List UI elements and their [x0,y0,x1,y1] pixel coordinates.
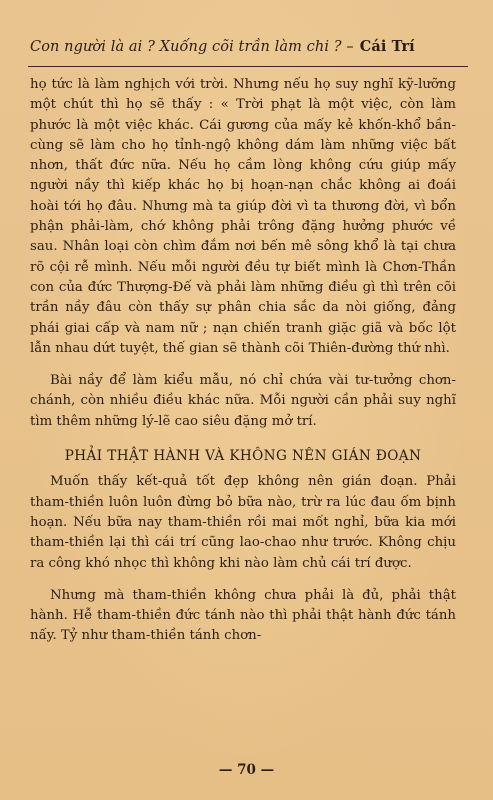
paragraph-1: họ tức là làm nghịch với trời. Nhưng nếu họ suy nghĩ kỹ-lưỡng một chút thì họ sẽ thấy : « Trời phạt là một việc, còn làm phước là một việc khác. Cái gương của mấy kẻ khốn-khổ bần-cùng sẽ làm cho họ tỉnh-ngộ không dám làm những việc bất nhơn, thất đức nữa. Nếu họ cầm lòng không cứu giúp mấy người nầy thì kiếp khác họ bị hoạn-nạn chắc không ai đoái hoài tới họ đâu. Nhưng mà ta giúp đời vì ta thương đời, vì bổn phận phải-làm, chớ không phải trông đặng hưởng phước về sau. Nhân loại còn chìm đắm nơi bến mê sông khổ là tại chưa rõ cội rễ mình. Nếu mỗi người đều tự biết mình là Chơn-Thần con của đức Thượng-Đế và phải làm những điều gì thì trên cõi trần nầy đâu còn thấy sự phân chia sắc da nòi giống, đảng phái giai cấp và nam nữ ; nạn chiến tranh giặc giã và bốc lột lẫn nhau dứt tuyệt, thế gian sẽ thành cõi Thiên-đường thứ nhì. [30,77,456,356]
body-text [30,75,456,647]
header-line [30,38,415,55]
header-title: Con người là ai ? Xuống cõi trần làm chi ? – [30,39,354,55]
header-author: Cái Trí [359,38,415,55]
page-number: — 70 — [218,762,275,778]
header-rule [28,66,468,67]
running-header [0,28,493,64]
section-title: PHẢI THẬT HÀNH VÀ KHÔNG NÊN GIÁN ĐOẠN [64,448,422,465]
paragraph-2: Bài nầy để làm kiểu mẫu, nó chỉ chứa vài tư-tưởng chơn-chánh, còn nhiều điều khác nữa. Mỗi người cần phải suy nghĩ tìm thêm những lý-lẽ cao siêu đặng mở trí. [30,373,456,429]
paragraph-3: Muốn thấy kết-quả tốt đẹp không nên gián đoạn. Phải tham-thiền luôn luôn đừng bỏ bữa nào, trừ ra lúc đau ốm bịnh hoạn. Nếu bữa nay tham-thiền rồi mai mốt nghỉ, bữa kia mới tham-thiền lại thì cái trí cũng lao-chao như trước. Không chịu ra công khó nhọc thì không khi nào làm chủ cái trí được. [30,474,456,571]
paragraph-4: Nhưng mà tham-thiền không chưa phải là đủ, phải thật hành. Hễ tham-thiền đức tánh nào thì phải thật hành đức tánh nấy. Tỷ như tham-thiền tánh chơn- [30,587,456,644]
